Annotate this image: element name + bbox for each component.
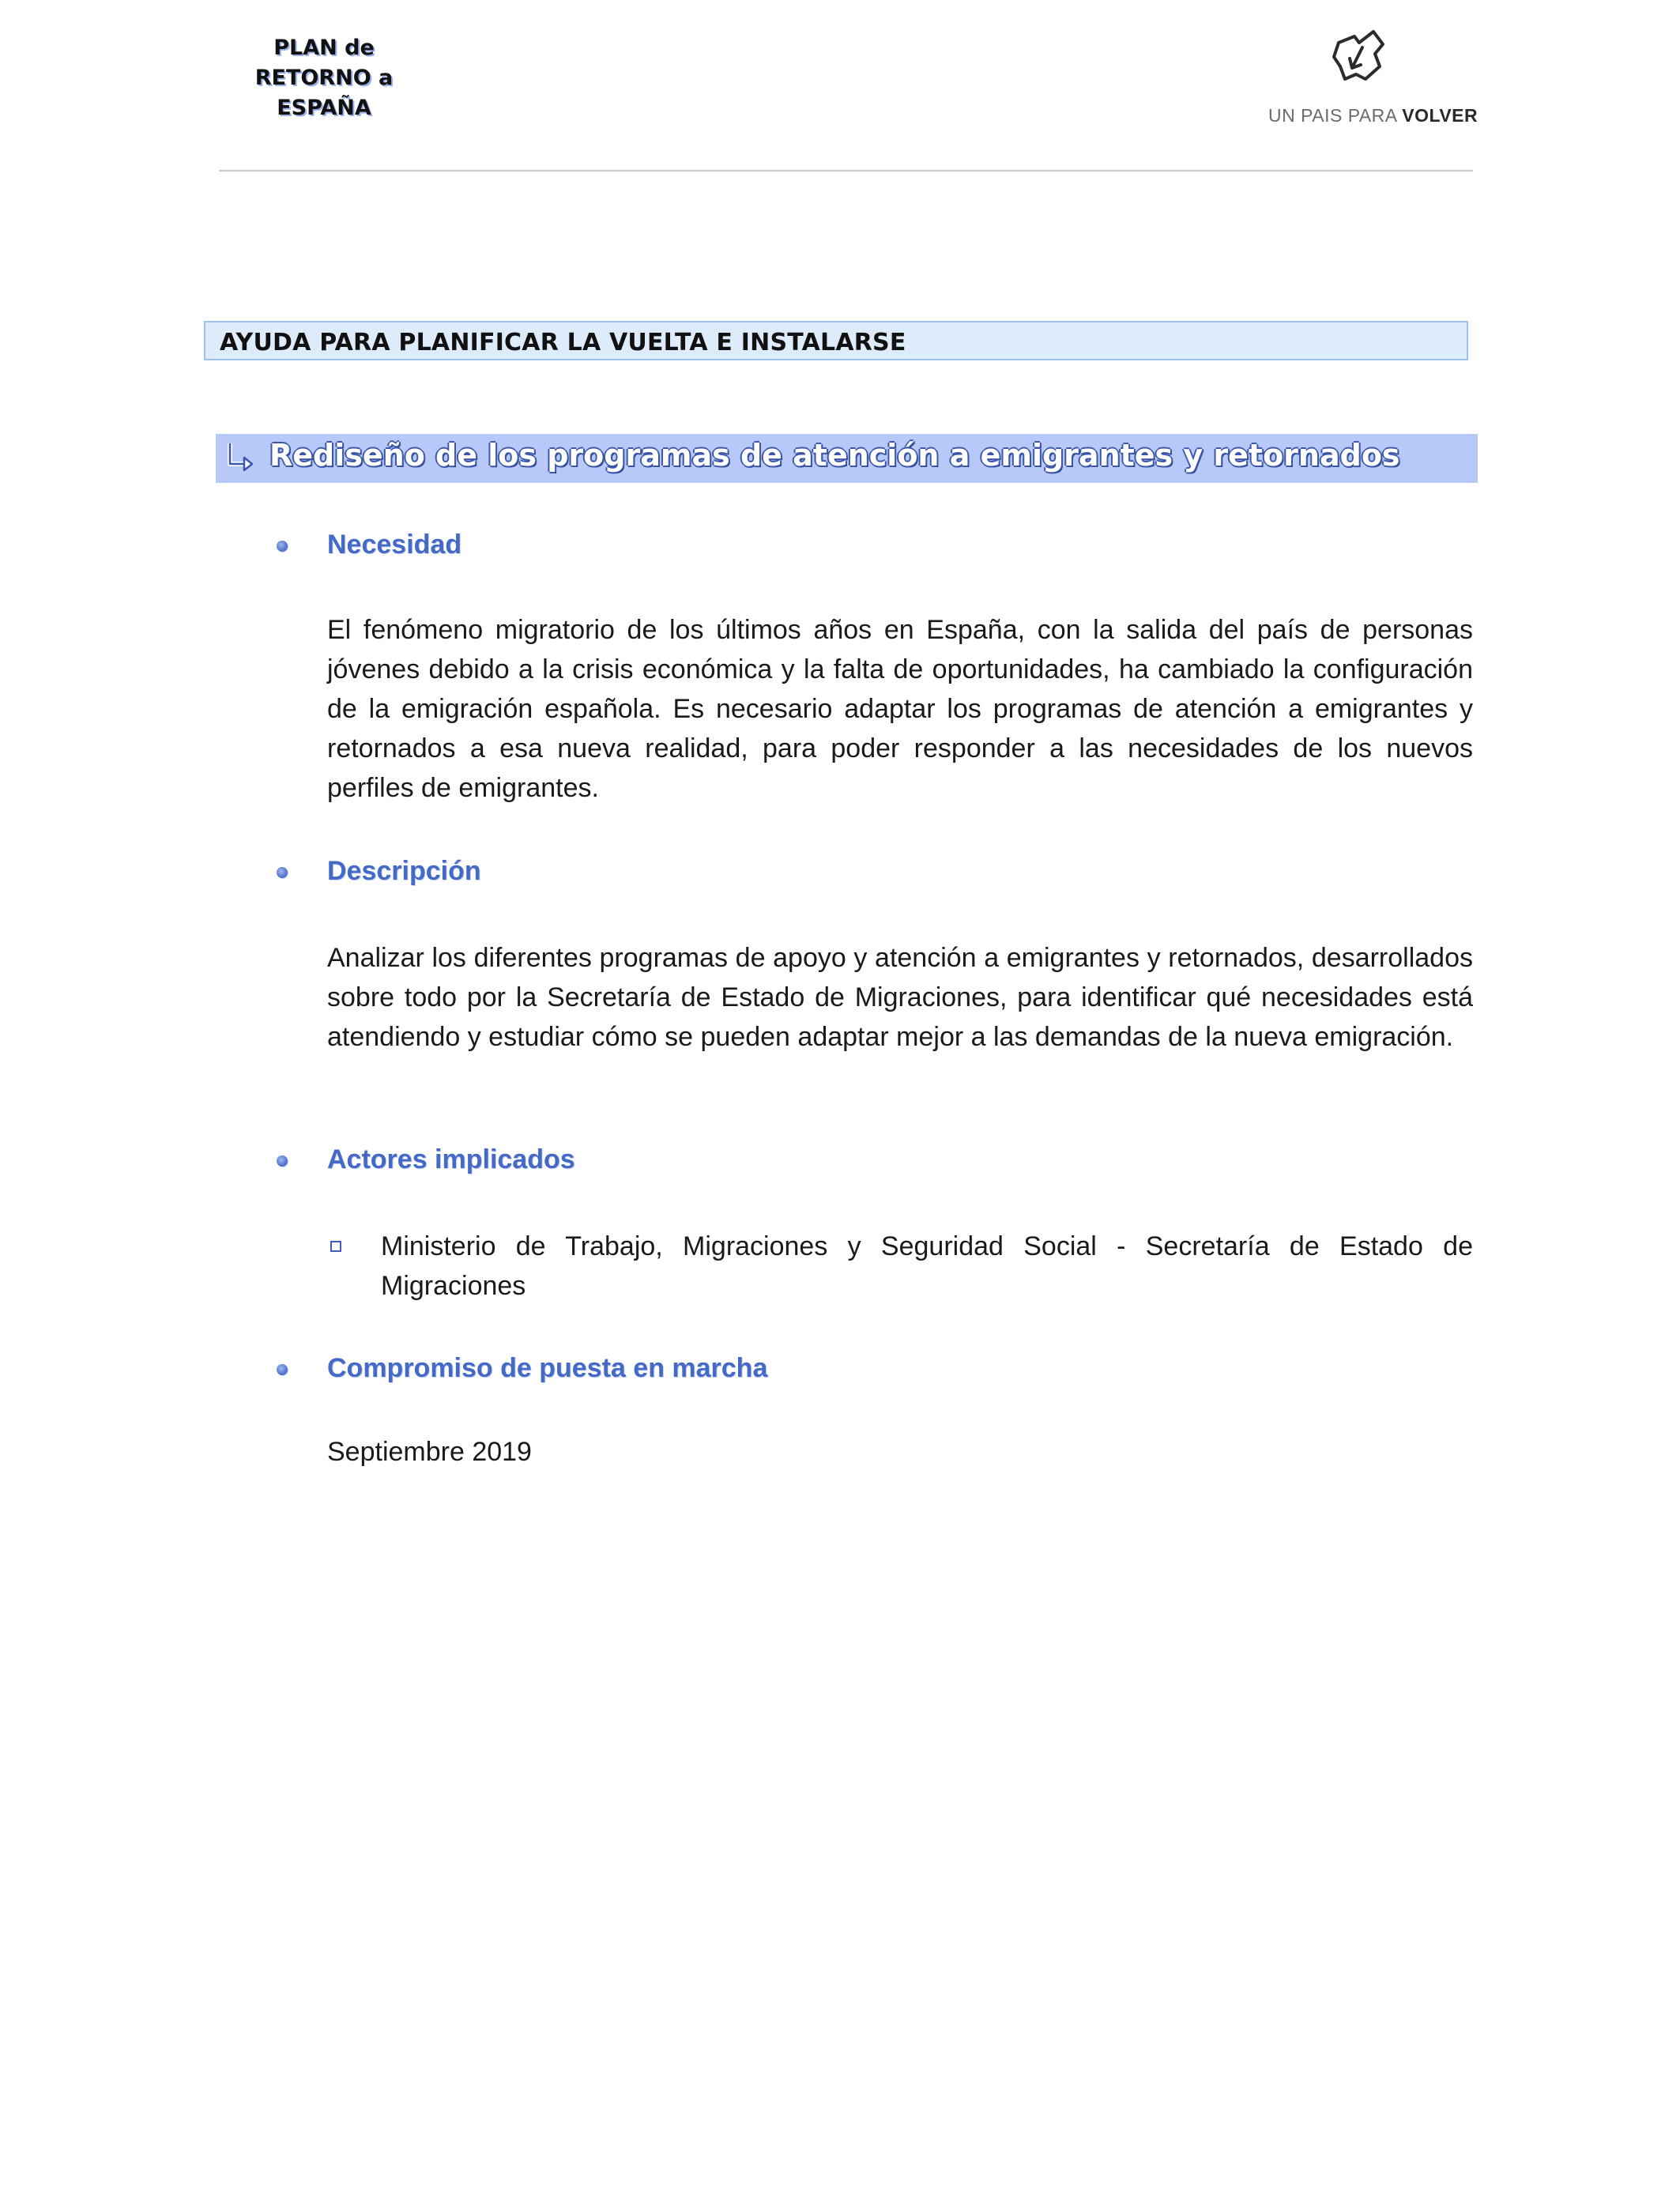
section-title: AYUDA PARA PLANIFICAR LA VUELTA E INSTALARSE [220, 329, 906, 356]
plan-title-line: PLAN de [273, 36, 375, 60]
measure-title: Rediseño de los programas de atención a emigrantes y retornados [269, 438, 1400, 473]
bullet-icon [277, 867, 288, 878]
plan-title-line: ESPAÑA [277, 96, 371, 120]
necesidad-label: Necesidad [327, 530, 462, 560]
compromiso-label: Compromiso de puesta en marcha [327, 1353, 768, 1383]
descripcion-text: Analizar los diferentes programas de apoyo y atención a emigrantes y retornados, desarrollados sobre todo por la Secretaría de Estado de Migraciones, para identificar qué necesidades está atendiendo y estudiar cómo se pueden adaptar mejor a las demandas de la nueva emigración. [327, 943, 1473, 1052]
map-arrow-icon [1328, 27, 1391, 96]
plan-title-logo [237, 33, 411, 123]
checkbox-bullet-icon [330, 1241, 341, 1252]
corner-arrow-icon [222, 440, 258, 477]
brand-tagline [1268, 105, 1478, 126]
descripcion-label: Descripción [327, 856, 481, 886]
actor-item: Ministerio de Trabajo, Migraciones y Seguridad Social - Secretaría de Estado de Migraciones [381, 1231, 1473, 1301]
compromiso-date: Septiembre 2019 [327, 1437, 532, 1467]
measure-heading-band [216, 434, 1478, 483]
brand-tagline-strong: VOLVER [1402, 105, 1478, 126]
brand-tagline-prefix: UN PAIS PARA [1268, 105, 1403, 126]
header-divider [219, 170, 1473, 172]
necesidad-text: El fenómeno migratorio de los últimos años en España, con la salida del país de personas jóvenes debido a la crisis económica y la falta de oportunidades, ha cambiado la configuración de la emigración española. Es necesario adaptar los programas de atención a emigrantes y retornados a esa nueva realidad, para poder responder a las necesidades de los nuevos perfiles de emigrantes. [327, 615, 1473, 803]
bullet-icon [277, 1364, 288, 1375]
plan-title-line: RETORNO a [254, 66, 394, 90]
section-title-box [204, 321, 1468, 360]
bullet-icon [277, 541, 288, 552]
actores-label: Actores implicados [327, 1144, 575, 1174]
bullet-icon [277, 1155, 288, 1167]
